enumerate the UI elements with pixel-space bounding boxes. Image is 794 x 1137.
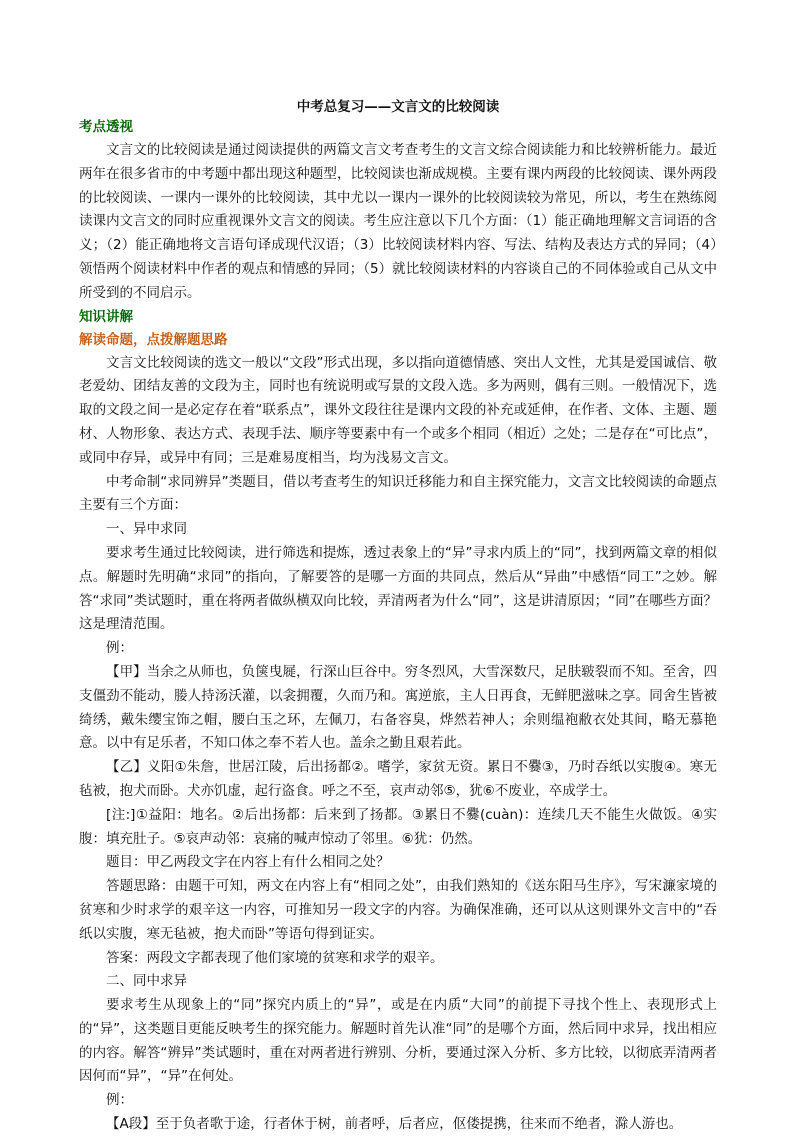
section-heading-jiedu: 解读命题，点拨解题思路 bbox=[79, 331, 228, 348]
passage-a: 【A段】至于负者歌于途，行者休于树，前者呼，后者应，伛偻提携，往来而不绝者，滁人游也。 bbox=[106, 1116, 683, 1133]
paragraph-selection: 文言文比较阅读的选文一般以“文段”形式出现，多以指向道德情感、突出人文性，尤其是爱国诚信、敬老爱幼、团结友善的文段为主，同时也有统说明或写景的文段入选。多为两则，偶有三则。一般情况下，选取的文段之间一是必定存在着“联系点”，课外文段往往是课内文段的补充或延伸，在作者、文体、主题、题材、人物形象、表达方式、表现手法、顺序等要素中有一个或多个相同（相近）之处；二是存在“可比点”，或同中存异，或异中有同；三是难易度相当，均为浅易文言文。 bbox=[79, 354, 717, 466]
answer-1: 答案：两段文字都表现了他们家境的贫寒和求学的艰辛。 bbox=[106, 949, 444, 966]
section-heading-kaodian: 考点透视 bbox=[79, 119, 133, 135]
answer-approach-1: 答题思路：由题干可知，两文在内容上有“相同之处”，由我们熟知的《送东阳马生序》，写宋濂家境的贫寒和少时求学的艰辛这一内容，可推知另一段文字的内容。为确保准确，还可以从这则课外文言中的“吞纸以实腹，寒无毡被，抱犬而卧”等语句得到证实。 bbox=[79, 878, 717, 942]
question-1: 题目：甲乙两段文字在内容上有什么相同之处？ bbox=[106, 854, 390, 871]
paragraph-mingti: 中考命制“求同辨异”类题目，借以考查考生的知识迁移能力和自主探究能力，文言文比较阅读的命题点主要有三个方面： bbox=[79, 473, 717, 514]
example-label-1: 例： bbox=[106, 640, 133, 657]
passage-notes: [注:]①益阳：地名。②后出扬都：后来到了扬都。③累日不爨(cuàn)：连续几天不能生火做饭。④实腹：填充肚子。⑤哀声动邻：哀痛的喊声惊动了邻里。⑥犹：仍然。 bbox=[79, 806, 717, 847]
passage-jia: 【甲】当余之从师也，负箧曳屣，行深山巨谷中。穷冬烈风，大雪深数尺，足肤皲裂而不知。至舍，四支僵劲不能动，媵人持汤沃灌，以衾拥覆，久而乃和。寓逆旅，主人日再食，无鲜肥滋味之享。同舍生皆被绮绣，戴朱缨宝饰之帽，腰白玉之环，左佩刀，右备容臭，烨然若神人；余则缊袍敝衣处其间，略无慕艳意。以中有足乐者，不知口体之奉不若人也。盖余之勤且艰若此。 bbox=[79, 663, 717, 752]
example-label-2: 例： bbox=[106, 1092, 133, 1109]
paragraph-qiuyi: 要求考生从现象上的“同”探究内质上的“异”，或是在内质“大同”的前提下寻找个性上、表现形式上的“异”，这类题目更能反映考生的探究能力。解题时首先认准“同”的是哪个方面，然后同中求异，找出相应的内容。解答“辨异”类试题时，重在对两者进行辨别、分析，要通过深入分析、多方比较，以彻底弄清两者因何而“异”，“异”在何处。 bbox=[79, 997, 717, 1085]
paragraph-overview: 文言文的比较阅读是通过阅读提供的两篇文言文考查考生的文言文综合阅读能力和比较辨析能力。最近两年在很多省市的中考题中都出现这种题型，比较阅读也渐成规模。主要有课内两段的比较阅读、课外两段的比较阅读、一课内一课外的比较阅读，其中尤以一课内一课外的比较阅读较为常见，所以，考生在熟练阅读课内文言文的同时应重视课外文言文的阅读。考生应注意以下几个方面：（1）能正确地理解文言词语的含义；（2）能正确地将文言语句译成现代汉语；（3）比较阅读材料内容、写法、结构及表达方式的异同；（4）领悟两个阅读材料中作者的观点和情感的异同；（5）就比较阅读材料的内容谈自己的不同体验或自己从文中所受到的不同启示。 bbox=[79, 142, 717, 301]
passage-yi: 【乙】义阳①朱詹，世居江陵，后出扬都②。嗜学，家贫无资。累日不爨③，乃时吞纸以实腹④。寒无毡被，抱犬而卧。犬亦饥虚，起行盗食。呼之不至，哀声动邻⑤，犹⑥不废业，卒成学士。 bbox=[79, 759, 717, 799]
page-title: 中考总复习——文言文的比较阅读 bbox=[296, 99, 500, 115]
subheading-yizhongqiutong: 一、异中求同 bbox=[106, 521, 187, 538]
subheading-tongzhongqiuyi: 二、同中求异 bbox=[106, 973, 187, 990]
section-heading-zhishi: 知识讲解 bbox=[79, 308, 133, 325]
document-page bbox=[79, 98, 717, 1137]
paragraph-qiutong: 要求考生通过比较阅读，进行筛选和提炼，透过表象上的“异”寻求内质上的“同”，找到两篇文章的相似点。解题时先明确“求同”的指向，了解要答的是哪一方面的共同点，然后从“异曲”中感悟“同工”之妙。解答“求同”类试题时，重在将两者做纵横双向比较，弄清两者为什么“同”，这是讲清原因；“同”在哪些方面？这是理清范围。 bbox=[79, 544, 717, 633]
